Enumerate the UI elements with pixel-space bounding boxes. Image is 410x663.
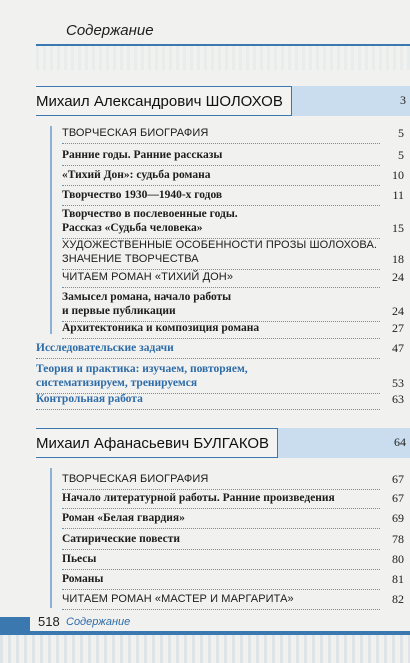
toc-entry-page: 11: [392, 188, 404, 202]
dot-leader: [62, 143, 380, 144]
toc-entry[interactable]: [62, 491, 404, 505]
page-header: [0, 0, 410, 38]
toc-entry-label: ТВОРЧЕСКАЯ БИОГРАФИЯ: [62, 127, 209, 139]
author-name: Михаил Афанасьевич БУЛГАКОВ: [36, 434, 270, 452]
toc-vertical-rule: [50, 468, 52, 608]
toc-entry-label: Роман «Белая гвардия»: [62, 512, 185, 524]
toc-entry-page: 67: [392, 472, 404, 486]
toc-entry-page: 24: [392, 304, 404, 318]
dot-leader: [62, 508, 380, 509]
toc-entry[interactable]: [62, 270, 404, 284]
dot-leader: [62, 489, 380, 490]
toc-entry-label: Пьесы: [62, 553, 97, 565]
dot-leader: [62, 185, 380, 186]
toc-entry-page: 80: [392, 552, 404, 566]
dot-leader: [62, 338, 380, 339]
toc-entry[interactable]: [62, 532, 404, 546]
toc-entry-label-line2: Рассказ «Судьба человека»: [62, 222, 203, 234]
toc-entry-page: 15: [392, 221, 404, 235]
toc-entry-page: 82: [392, 592, 404, 606]
toc-entry-page: 27: [392, 321, 404, 335]
footer-title: Содержание: [66, 616, 131, 628]
toc-entry-label: Романы: [62, 573, 104, 585]
toc-entry-page: 5: [398, 148, 404, 162]
toc-entry-page: 47: [392, 341, 404, 355]
toc-entry-label-line1: Замысел романа, начало работы: [62, 291, 232, 303]
toc-entry-label: ЧИТАЕМ РОМАН «ТИХИЙ ДОН»: [62, 271, 234, 283]
toc-entry[interactable]: [62, 188, 404, 202]
toc-entry-label-line1: Теория и практика: изучаем, повторяем,: [36, 363, 248, 375]
dot-leader: [62, 528, 380, 529]
toc-entry-page: 81: [392, 572, 404, 586]
toc-entry-label: Контрольная работа: [36, 393, 143, 405]
toc-entry-page: 78: [392, 532, 404, 546]
toc-entry[interactable]: [62, 148, 404, 162]
toc-entry-page: 63: [392, 392, 404, 406]
dot-leader: [62, 609, 380, 610]
dot-leader: [62, 549, 380, 550]
author-heading[interactable]: [36, 428, 410, 458]
toc-entry-page: 5: [398, 126, 404, 140]
toc-entry[interactable]: [62, 238, 404, 266]
author-name-box: [36, 428, 278, 458]
dot-leader: [36, 409, 380, 410]
toc-entry-page: 67: [392, 491, 404, 505]
dot-leader: [62, 205, 380, 206]
author-heading[interactable]: [36, 86, 410, 116]
dot-leader: [62, 165, 380, 166]
author-name: Михаил Александрович ШОЛОХОВ: [36, 92, 283, 110]
toc-entry[interactable]: [62, 207, 404, 235]
toc-entry-tasks[interactable]: [36, 341, 404, 355]
toc-entry-page: 69: [392, 511, 404, 525]
header-pattern: [36, 46, 410, 70]
toc-entry[interactable]: [62, 592, 404, 606]
toc-entry-page: 24: [392, 270, 404, 284]
toc-entry[interactable]: [62, 168, 404, 182]
dot-leader: [62, 287, 380, 288]
footer-accent: [0, 617, 30, 631]
toc-entry-label: Начало литературной работы. Ранние произведения: [62, 492, 335, 504]
toc-entry-label: Архитектоника и композиция романа: [62, 322, 260, 334]
toc-entry[interactable]: [62, 321, 404, 335]
toc-entry-label: ТВОРЧЕСКАЯ БИОГРАФИЯ: [62, 473, 209, 485]
toc-entry-label: ЧИТАЕМ РОМАН «МАСТЕР И МАРГАРИТА»: [62, 593, 294, 605]
toc-entry-page: 18: [392, 252, 404, 266]
toc-entry-label: Сатирические повести: [62, 533, 181, 545]
toc-entry-tasks[interactable]: [36, 392, 404, 406]
toc-entry-label-line1: Творчество в послевоенные годы.: [62, 208, 238, 220]
toc-entry-label-line2: и первые публикации: [62, 305, 176, 317]
toc-entry[interactable]: [62, 126, 404, 140]
toc-entry-tasks[interactable]: [36, 362, 404, 390]
toc-entry-page: 53: [392, 376, 404, 390]
author-page-number: 3: [400, 93, 406, 107]
toc-entry-label-line2: ЗНАЧЕНИЕ ТВОРЧЕСТВА: [62, 253, 199, 265]
dot-leader: [62, 569, 380, 570]
toc-entry-label: «Тихий Дон»: судьба романа: [62, 169, 211, 181]
toc-entry-label: Творчество 1930—1940-х годов: [62, 189, 223, 201]
author-name-box: [36, 86, 292, 116]
toc-vertical-rule: [50, 126, 52, 334]
toc-entry[interactable]: [62, 290, 404, 318]
toc-entry-label-line2: систематизируем, тренируемся: [36, 377, 198, 389]
toc-entry-label: Исследовательские задачи: [36, 342, 174, 354]
dot-leader: [62, 589, 380, 590]
author-page-number: 64: [394, 435, 406, 449]
toc-entry[interactable]: [62, 472, 404, 486]
toc-entry-label-line1: ХУДОЖЕСТВЕННЫЕ ОСОБЕННОСТИ ПРОЗЫ ШОЛОХОВА.: [62, 239, 378, 251]
footer-page-number: 518: [38, 614, 60, 629]
toc-entry[interactable]: [62, 511, 404, 525]
footer-pattern: [0, 635, 410, 663]
dot-leader: [36, 358, 380, 359]
toc-entry[interactable]: [62, 572, 404, 586]
toc-entry[interactable]: [62, 552, 404, 566]
header-title: Содержание: [66, 22, 154, 39]
toc-entry-label: Ранние годы. Ранние рассказы: [62, 149, 223, 161]
toc-entry-page: 10: [392, 168, 404, 182]
